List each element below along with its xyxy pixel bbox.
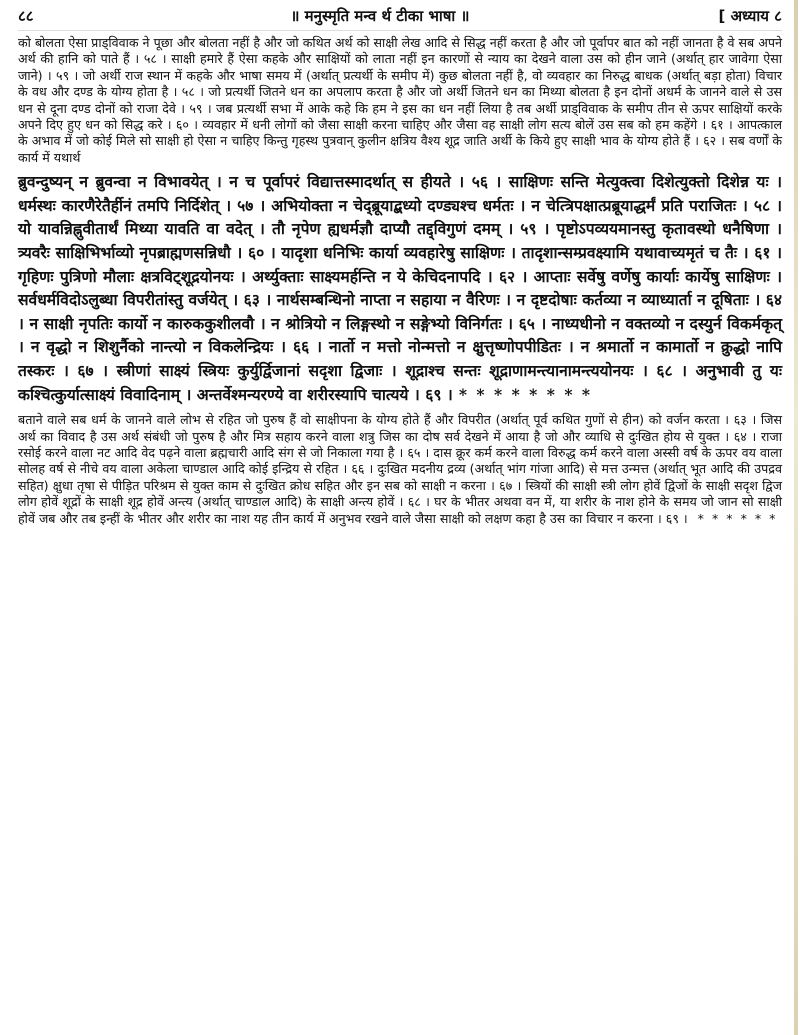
verse-text: ब्रुवन्दुष्यन् न ब्रुवन्वा न विभावयेत् । न च पूर्वापरं विद्यात्तस्मादर्थात् स हीयते । ५६ । साक्षिणः सन्ति मेत्युक्त्वा दिशेत्युक्तो दिशेन्न यः । धर्मस्थः कारणैरेतैर्हीनं तमपि निर्दिशेत् । ५७ । अभियोक्ता न चेद्ब्रूयाद्बध्यो दण्ड्यश्च धर्मतः । न चेत्त्रिपक्षात्प्रब्रूयाद्धर्मं प्रति पराजितः । ५८ । यो यावन्निह्नुवीतार्थं मिथ्या यावति वा वदेत् । तौ नृपेण ह्यधर्मज्ञौ दाप्यौ तद्द्विगुणं दमम् । ५९ । पृष्टोऽपव्ययमानस्तु कृतावस्थो धनैषिणा । त्र्यवरैः साक्षिभिर्भाव्यो नृपब्राह्मणसन्निधौ । ६० । यादृशा धनिभिः कार्या व्यवहारेषु साक्षिणः । तादृशान्सम्प्रवक्ष्यामि यथावाच्यमृतं च तैः । ६१ । गृहिणः पुत्रिणो मौलाः क्षत्रविट्शूद्रयोनयः । अर्थ्युक्ताः साक्ष्यमर्हन्ति न ये केचिदनापदि । ६२ । आप्ताः सर्वेषु वर्णेषु कार्याः कार्येषु साक्षिणः । सर्वधर्मविदोऽलुब्धा विपरीतांस्तु वर्जयेत् । ६३ । नार्थसम्बन्धिनो नाप्ता न सहाया न वैरिणः । न दृष्टदोषाः कर्तव्या न व्याध्यार्ता न दूषिताः । ६४ । न साक्षी नृपतिः कार्यो न कारुककुशीलवौ । न श्रोत्रियो न लिङ्गस्थो न सङ्गेभ्यो विनिर्गतः । ६५ । नाध्यधीनो न वक्तव्यो न दस्युर्न विकर्मकृत् । न वृद्धो न शिशुर्नैको नान्त्यो न विकलेन्द्रियः । ६६ । नार्तो न मत्तो नोन्मत्तो न क्षुत्तृष्णोपपीडितः । न श्रमार्तो न कामार्तो न क्रुद्धो नापि तस्करः । ६७ । स्त्रीणां साक्ष्यं स्त्रियः कुर्युर्द्विजानां सदृशा द्विजाः । शूद्राश्च सन्तः शूद्राणामन्त्यानामन्त्ययोनयः । ६८ । अनुभावी तु यः कश्चित्कुर्यात्साक्ष्यं विवादिनाम् । अन्तर्वेश्मन्यरण्ये वा शरीरस्यापि चात्यये । ६९ । <box>18 172 782 404</box>
page-edge <box>794 0 798 1035</box>
commentary-bottom-text: बताने वाले सब धर्म के जानने वाले लोभ से रहित जो पुरुष हैं वो साक्षीपना के योग्य होते हैं और विपरीत (अर्थात् पूर्व कथित गुणों से हीन) को वर्जन करता । ६३ । जिस अर्थ का विवाद है उस अर्थ संबंधी जो पुरुष है और मित्र सहाय करने वाला शत्रु जिस का दोष सर्व देखने में आया है जो और व्याधि से दुःखित होय से युक्त । ६४ । राजा रसोई करने वाला नट आदि वेद पढ़ने वाला ब्रह्मचारी आदि संग से जो निकाला गया है । ६५ । दास क्रूर कर्म करने वाला विरुद्ध कर्म करने वाला अस्सी वर्ष के ऊपर वय वाला सोलह वर्ष से नीचे वय वाला अकेला चाण्डाल आदि कोई इन्द्रिय से रहित । ६६ । दुःखित मदनीय द्रव्य (अर्थात् भांग गांजा आदि) से मत्त उन्मत्त (अर्थात् भूत आदि की उपद्रव सहित) क्षुधा तृषा से पीड़ित परिश्रम से युक्त काम से दुःखित क्रोध सहित और इन सब को साक्षी न करना । ६७ । स्त्रियों की साक्षी स्त्री लोग होवें द्विजों के साक्षी सदृश द्विज लोग होवें शूद्रों के साक्षी शूद्र होवें अन्त्य (अर्थात् चाण्डाल आदि) के साक्षी अन्त्य होवें । ६८ । घर के भीतर अथवा वन में, या शरीर के नाश होने के समय जो जान सो साक्षी होवें जब और तब इन्हीं के भीतर और शरीर का नाश यह तीन कार्य में अनुभव रखने वाले जैसा साक्षी को लक्षण कहा है उस का विचार न करना । ६९ । <box>18 412 783 526</box>
verse-ornaments: * * * * * * * * <box>458 384 593 404</box>
chapter-label: [ अध्याय ८ <box>718 7 782 25</box>
page-number: ८८ <box>18 7 34 25</box>
commentary-bottom <box>18 412 782 527</box>
page-header <box>18 6 782 31</box>
sanskrit-verses <box>18 170 782 406</box>
commentary-top: को बोलता ऐसा प्राड्विवाक ने पूछा और बोलता नहीं है और जो कथित अर्थ को साक्षी लेख आदि से सिद्ध नहीं करता है और जो पूर्वापर बात को नहीं जानता है वे सब अपने अर्थ की हानि को पाते हैं । ५८ । साक्षी हमारे हैं ऐसा कहके और साक्षियों को लाता नहीं इन कारणों से न्याय का देखने वाला उस को हीन जाने (अर्थात् हार जावेगा ऐसा जाने) । ५९ । जो अर्थी राज स्थान में कहके और भाषा समय में (अर्थात् प्रत्यर्थी के समीप में) कुछ बोलता नहीं है, वो व्यवहार का निरुद्ध बाधक (अर्थात् बड़ा होता) विचार के वध और दण्ड के योग्य होता है । ५८ । जो प्रत्यर्थी जितने धन का अपलाप करता है और जो अर्थी जितने धन का मिथ्या बोलता है इन दोनों अधर्म के जानने वाले से उस धन से दूना दण्ड दोनों को राजा देवे । ५९ । जब प्रत्यर्थी सभा में आके कहे कि हम ने इस का धन नहीं लिया है तब अर्थी प्राड्विवाक के समीप तीन से ऊपर साक्षियों करके अपने दिए हुए धन को सिद्ध करे । ६० । व्यवहार में धनी लोगों को जैसा साक्षी करना चाहिए और जैसा वह साक्षी लोग सत्य बोलें उस सब को हम कहेंगे । ६१ । आपत्काल के अभाव में जो कोई मिले सो साक्षी हो ऐसा न चाहिए किन्तु गृहस्थ पुत्रवान् कुलीन क्षत्रिय वैश्य शूद्र जाति अर्थी के किये हुए साक्षी भाव के योग्य होते हैं । ६२ । सब वर्णों के कार्य में यथार्थ <box>18 35 782 165</box>
footer-ornaments: * * * * * * <box>697 510 778 526</box>
running-title: ॥ मनुस्मृति मन्व र्थ टीका भाषा ॥ <box>290 7 470 25</box>
